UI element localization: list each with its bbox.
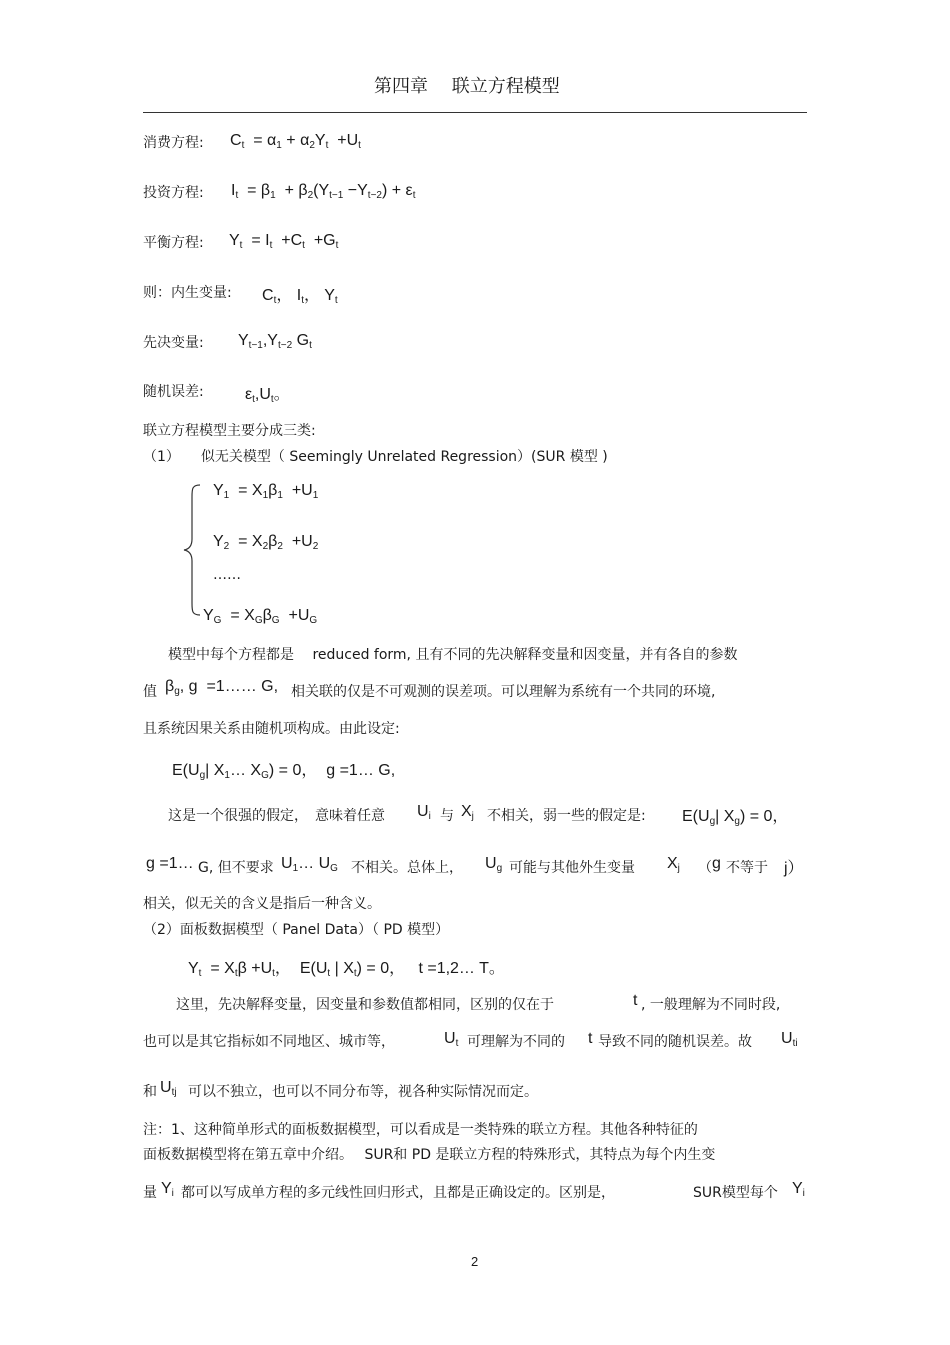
para2-line2b: 不相关。总体上， — [351, 860, 463, 876]
para2-xj2: $X_j$ — [667, 855, 680, 874]
note-yi: $Y_i$ — [161, 1180, 174, 1199]
para2-ui: $U_i$ — [417, 803, 431, 822]
para2-u1-ug: $U_1\dots$ $U_G$ — [281, 855, 338, 874]
weak-assumption: $E(U_g|$ $X_g) = 0$， — [682, 808, 789, 827]
para2-line2d: （ — [698, 860, 712, 876]
balance-equation: $Y_t = I_t +C_t +G_t$ — [229, 232, 339, 251]
para3-line1a: 这里，先决解释变量，因变量和参数值都相同，区别的仅在于 — [176, 997, 554, 1013]
para1-line1: 模型中每个方程都是 reduced form, 且有不同的先决解释变量和因变量，并有各自的参数 — [168, 647, 738, 663]
note-line1: 注：1、这种简单形式的面板数据模型，可以看成是一类特殊的联立方程。其他各种特征的 — [143, 1122, 698, 1138]
strong-assumption: $E(U_g|$ $X_1\dots$ $X_G) = 0$， g =1… G, — [172, 762, 396, 781]
note-line3a: 量 — [143, 1185, 157, 1201]
random-label: 随机误差: — [143, 384, 204, 400]
predetermined-label: 先决变量: — [143, 335, 204, 351]
para3-uti: $U_{ti}$ — [781, 1030, 798, 1049]
para1-line2a: 值 — [143, 684, 157, 700]
para2-line2a: G, 但不要求 — [198, 860, 274, 876]
page-title: 第四章 联立方程模型 — [374, 76, 560, 97]
consumption-equation: $C_t = \alpha_1 + \alpha_2Y_t +U_t$ — [230, 132, 361, 151]
sur-equation-2: $Y_2 = X_2\beta_2 +U_2$ — [213, 533, 319, 552]
endogenous-vars: $C_t$， $I_t$， $Y_t$ — [262, 287, 338, 306]
para3-t2: t — [588, 1030, 593, 1047]
system-brace — [180, 483, 204, 617]
para1-line2b: 相关联的仅是不可观测的误差项。可以理解为系统有一个共同的环境, — [291, 684, 716, 700]
sur-dots: …… — [213, 567, 241, 583]
endogenous-label: 则：内生变量: — [143, 285, 232, 301]
title-divider — [143, 112, 807, 113]
pd-heading: （2）面板数据模型（ Panel Data）（ PD 模型） — [143, 922, 450, 938]
para1-beta-g: $\beta_g$, g =1…… G, — [165, 678, 279, 697]
investment-equation: $I_t = \beta_1 + \beta_2(Y_{t-1} -Y_{t-2}) + \varepsilon_t$ — [231, 182, 416, 201]
para2-line1a: 这是一个很强的假定， 意味着任意 — [168, 808, 385, 824]
para3-utj: $U_{tj}$ — [160, 1079, 177, 1098]
note-line2: 面板数据模型将在第五章中介绍。 SUR和 PD 是联立方程的特殊形式，其特点为每个内生变 — [143, 1147, 716, 1163]
para2-g-range: g =1… — [146, 855, 194, 872]
para2-g: g — [712, 855, 721, 872]
para3-ut: $U_t$ — [444, 1030, 459, 1049]
para2-line2c: 可能与其他外生变量 — [509, 860, 635, 876]
para3-line3a: 和 — [143, 1084, 157, 1100]
para2-line1c: 不相关，弱一些的假定是: — [487, 808, 646, 824]
balance-label: 平衡方程: — [143, 235, 204, 251]
para2-line3: 相关，似无关的含义是指后一种含义。 — [143, 896, 381, 912]
sur-heading: （1） 似无关模型（ Seemingly Unrelated Regression）(SUR 模型 ) — [143, 449, 608, 465]
para2-j: j） — [784, 860, 804, 877]
para3-t: t — [633, 992, 638, 1009]
para2-line1b: 与 — [440, 808, 454, 824]
para3-line2b: 可理解为不同的 — [467, 1034, 565, 1050]
para2-xj: $X_j$ — [461, 803, 474, 822]
page-number: 2 — [471, 1254, 479, 1269]
para2-line2e: 不等于 — [726, 860, 768, 876]
pd-equation: $Y_t = X_t\beta +U_t$， $E(U_t$ | $X_t) = 0$， t =1,2… T。 — [188, 960, 505, 979]
random-vars: $\varepsilon_t,U_t$。 — [245, 386, 290, 405]
para3-line2c: 导致不同的随机误差。故 — [598, 1034, 752, 1050]
para1-line3: 且系统因果关系由随机项构成。由此设定: — [143, 721, 400, 737]
note-line3c: SUR模型每个 — [693, 1185, 778, 1201]
para3-line3b: 可以不独立，也可以不同分布等，视各种实际情况而定。 — [188, 1084, 538, 1100]
sur-equation-g: $Y_G = X_G\beta_G +U_G$ — [203, 607, 318, 626]
note-line3b: 都可以写成单方程的多元线性回归形式，且都是正确设定的。区别是， — [181, 1185, 615, 1201]
predetermined-vars: $Y_{t-1},Y_{t-2}$ $G_t$ — [238, 332, 312, 351]
para3-line1b: , 一般理解为不同时段, — [641, 997, 781, 1013]
investment-label: 投资方程: — [143, 185, 204, 201]
consumption-label: 消费方程: — [143, 135, 204, 151]
note-yi2: $Y_i$ — [792, 1180, 805, 1199]
para2-ug: $U_g$ — [485, 855, 503, 874]
classes-intro: 联立方程模型主要分成三类: — [143, 423, 316, 439]
para3-line2a: 也可以是其它指标如不同地区、城市等， — [143, 1034, 395, 1050]
sur-equation-1: $Y_1 = X_1\beta_1 +U_1$ — [213, 482, 319, 501]
